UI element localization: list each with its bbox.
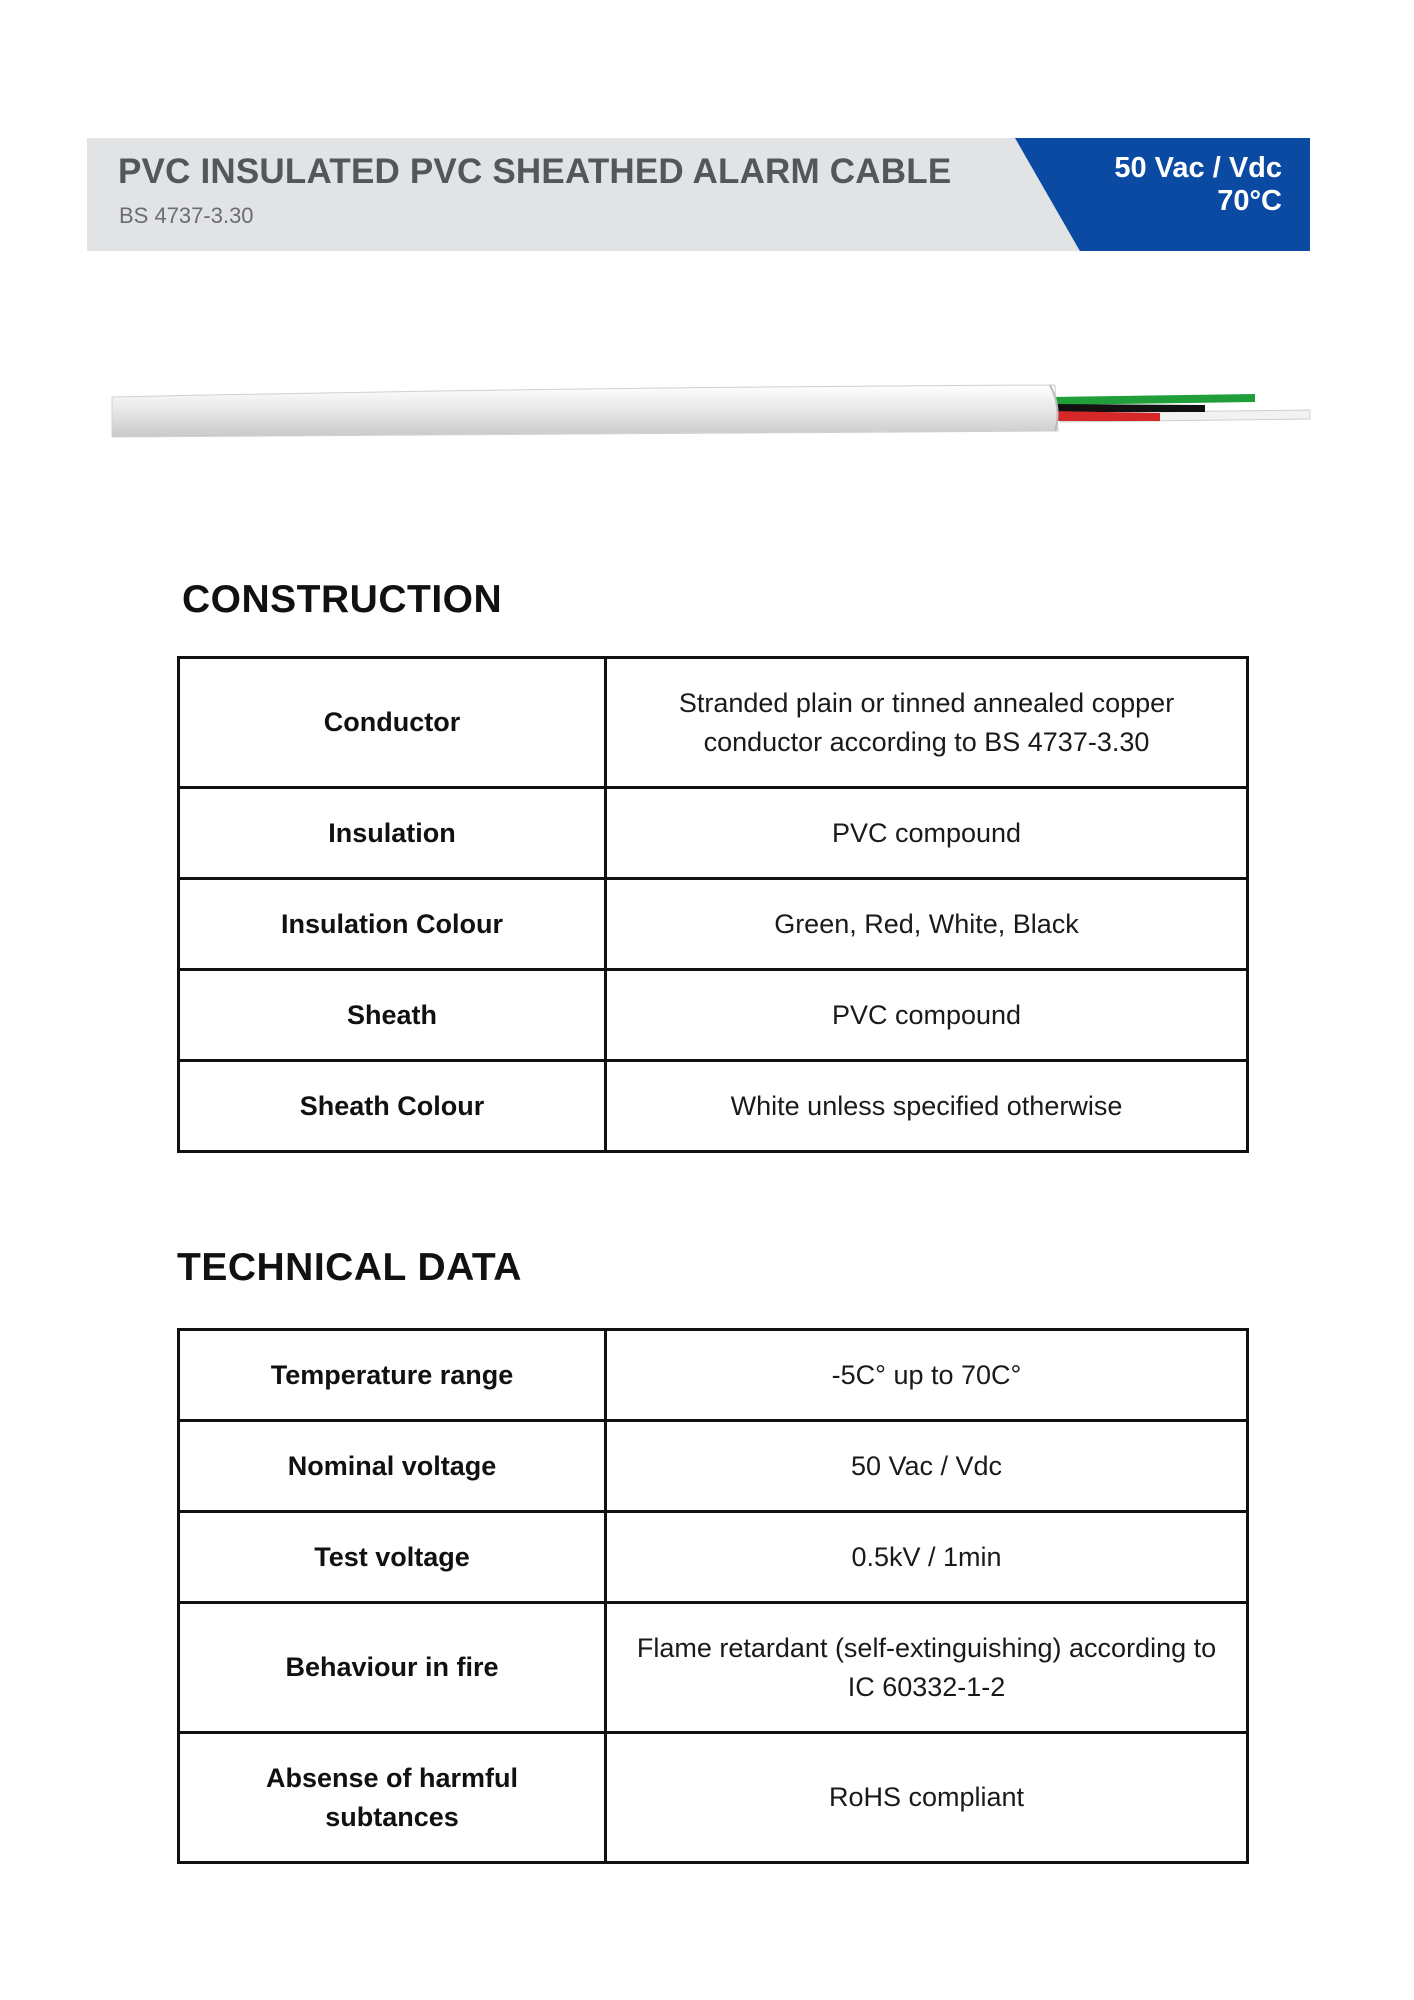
- header-banner: [87, 138, 1310, 251]
- table-row: [179, 788, 1248, 879]
- row-label: Insulation Colour: [179, 879, 606, 970]
- row-value: PVC compound: [606, 970, 1248, 1061]
- temperature-rating: 70°C: [1217, 185, 1282, 217]
- table-row: [179, 1512, 1248, 1603]
- construction-table: [177, 656, 1249, 1153]
- green-core: [1050, 394, 1255, 405]
- table-row: [179, 1421, 1248, 1512]
- cable-sheath: [112, 385, 1058, 437]
- black-core: [1050, 404, 1205, 412]
- row-value: -5C° up to 70C°: [606, 1330, 1248, 1421]
- row-label: Nominal voltage: [179, 1421, 606, 1512]
- table-row: [179, 970, 1248, 1061]
- technical-data-table: [177, 1328, 1249, 1864]
- row-value: White unless specified otherwise: [606, 1061, 1248, 1152]
- row-value: 0.5kV / 1min: [606, 1512, 1248, 1603]
- row-value: RoHS compliant: [606, 1733, 1248, 1863]
- voltage-rating: 50 Vac / Vdc: [1114, 152, 1282, 184]
- row-label: Insulation: [179, 788, 606, 879]
- row-value: Flame retardant (self-extinguishing) according to IC 60332-1-2: [606, 1603, 1248, 1733]
- row-label: Behaviour in fire: [179, 1603, 606, 1733]
- row-label: Test voltage: [179, 1512, 606, 1603]
- row-label: Temperature range: [179, 1330, 606, 1421]
- row-label: Conductor: [179, 658, 606, 788]
- table-row: [179, 1330, 1248, 1421]
- table-row: [179, 658, 1248, 788]
- row-value: Stranded plain or tinned annealed copper conductor according to BS 4737-3.30: [606, 658, 1248, 788]
- row-label: Absense of harmful subtances: [179, 1733, 606, 1863]
- table-row: [179, 1061, 1248, 1152]
- row-value: 50 Vac / Vdc: [606, 1421, 1248, 1512]
- row-value: Green, Red, White, Black: [606, 879, 1248, 970]
- standard-reference: BS 4737-3.30: [119, 203, 254, 228]
- technical-data-heading: TECHNICAL DATA: [177, 1246, 522, 1289]
- rating-text: [1114, 152, 1282, 218]
- row-label: Sheath: [179, 970, 606, 1061]
- construction-heading: CONSTRUCTION: [182, 578, 503, 621]
- table-row: [179, 1733, 1248, 1863]
- row-label: Sheath Colour: [179, 1061, 606, 1152]
- alarm-cable-image: [110, 375, 1320, 455]
- row-value: PVC compound: [606, 788, 1248, 879]
- table-row: [179, 1603, 1248, 1733]
- table-row: [179, 879, 1248, 970]
- product-title: PVC INSULATED PVC SHEATHED ALARM CABLE: [118, 152, 952, 191]
